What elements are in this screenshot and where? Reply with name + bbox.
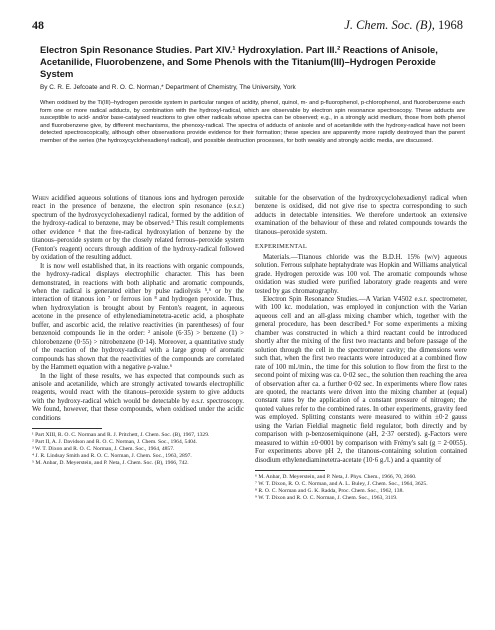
- footnote-5: ⁵ M. Anbar, D. Meyerstein, and P. Neta, J. Chem. Soc. (B), 1966, 742.: [32, 459, 189, 466]
- footnote-6: ⁶ M. Anbar, D. Meyerstein, and P. Neta, J. Phys. Chem., 1966, 70, 2660.: [255, 474, 417, 481]
- footnote-9: ⁹ W. T. Dixon and R. O. C. Norman, J. Chem. Soc., 1963, 3119.: [255, 494, 398, 501]
- footnote-2: ² Part II, A. J. Davidson and R. O. C. Norman, J. Chem. Soc., 1964, 5404.: [32, 439, 198, 446]
- footnote-7: ⁷ W. T. Dixon, R. O. C. Norman, and A. L. Buley, J. Chem. Soc., 1964, 3625.: [255, 480, 428, 487]
- right-column: [255, 195, 467, 502]
- left-column: [32, 195, 244, 467]
- experimental-esr-paragraph: Electron Spin Resonance Studies.—A Varian V4502 e.s.r. spectrometer, with 100 kc. modulation, was employed in conjunction with the Varian aqueous cell and an all-glass mixing chamber which, together with the general procedure, has been described.⁹ For some experiments a mixing chamber was constructed in which a third reactant could be introduced shortly after the mixing of the first two reactants and before passage of the solution through the cell in the spectrometer cavity; the dimensions were such that, when the first two reactants were introduced at a combined flow rate of 100 ml./min., the time for this solution to flow from the first to the second point of mixing was ca. 0·02 sec., the solution then reaching the area of observation after ca. a further 0·02 sec. In experiments where flow rates are quoted, the reactants were driven into the mixing chamber at (equal) constant rates by the application of a constant pressure of nitrogen; the quoted values refer to the combined rates. In other experiments, gravity feed was employed. Splitting constants were measured to within ±0·2 gauss using the Varian Fieldial magnetic field regulator, both directly and by comparison with p-benzosemiquinone (aH, 2·37 oersted). g-Factors were measured to within ±0·0001 by comparison with Frémy's salt (g = 2·0055). For experiments above pH 2, the titanous-containing solution contained disodium ethylenediaminetetra-acetate (10·6 g./l.) and a quantity of: [255, 295, 467, 464]
- article-authors: By C. R. E. Jefcoate and R. O. C. Norman,* Department of Chemistry, The University, York: [40, 84, 296, 91]
- body-paragraph-3: In the light of these results, we has expected that compounds such as anisole and acetanilide, which are strongly activated towards electrophilic reagents, would react with the titanous–peroxide system to give adducts with the hydroxy-radical which would be detectable by e.s.r. spectroscopy. We found, however, that these compounds, when oxidised under the acidic conditions: [32, 372, 244, 422]
- article-title: Electron Spin Resonance Studies. Part XIV.¹ Hydroxylation. Part III.² Reactions of Anisole, Acetanilide, Fluorobenzene, and Some Phenols with the Titanium(III)–Hydrogen Peroxide System: [40, 44, 438, 79]
- article-abstract: When oxidised by the Ti(III)–hydrogen peroxide system in particular ranges of acidity, phenol, quinol, m- and p-fluorophenol, p-chlorophenol, and fluorobenzene each form one or more radical adducts, by combination with the hydroxyl-radical, which are observable by electron spin resonance spectroscopy. These adducts are susceptible to acid- and/or base-catalysed reactions to give other radicals whose spectra can be observed; e.g., in a strongly acid medium, those from both phenol and fluorobenzene give, by different mechanisms, the phenoxy-radical. The spectra of adducts of anisole and of acetanilide with the hydroxy-radical have not been detected spectroscopically, although other observations provide evidence for their formation; these species are apparently more rapidly destroyed than the parent member of the series (the hydroxycyclohexadienyl radical), and possible destruction processes, for both weakly and strongly acidic media, are discussed.: [40, 100, 465, 144]
- journal-year: 1968: [438, 18, 463, 32]
- right-footnotes: [255, 474, 467, 502]
- opening-word: When: [32, 195, 49, 202]
- footnote-divider: [255, 470, 325, 471]
- left-footnotes: [32, 432, 244, 467]
- body-paragraph-4: suitable for the observation of the hydroxycyclohexadienyl radical when benzene is oxidised, did not give rise to spectra corresponding to such adducts in detectable intensities. We therefore undertook an extensive examination of the behaviour of these and related compounds towards the titanous–peroxide system.: [255, 195, 467, 236]
- journal-name: J. Chem. Soc. (B),: [344, 18, 435, 32]
- footnote-4: ⁴ J. R. Lindsay Smith and R. O. C. Norman, J. Chem. Soc., 1963, 2897.: [32, 452, 192, 459]
- page-number: 48: [32, 18, 44, 32]
- page-header: [32, 18, 463, 32]
- experimental-materials-paragraph: Materials.—Titanous chloride was the B.D.H. 15% (w/v) aqueous solution. Ferrous sulphate heptahydrate was Hopkin and Williams analytical grade. Hydrogen peroxide was 100 vol. The aromatic compounds whose oxidation was studied were purified laboratory grade reagents and were tested by gas chromatography.: [255, 253, 467, 295]
- body-paragraph-1: [32, 195, 244, 263]
- footnote-3: ³ W. T. Dixon and R. O. C. Norman, J. Chem. Soc., 1964, 4857.: [32, 446, 175, 453]
- footnote-divider: [32, 428, 102, 429]
- body-paragraph-2: It is now well established that, in its reactions with organic compounds, the hydroxy-radical displays electrophilic character. This has been demonstrated, in reactions with both aliphatic and aromatic compounds, when the radical is generated either by pulse radiolysis ⁵,⁶ or by the interaction of titanous ion ⁷ or ferrous ion ⁸ and hydrogen peroxide. Thus, when hydroxylation is brought about by Fenton's reagent, in aqueous acetone in the presence of ethylenediaminetetra-acetic acid, a phosphate buffer, and ascorbic acid, the relative reactivities (in parentheses) of four benzenoid compounds lie in the order: ² anisole (6·35) > benzene (1) > chlorobenzene (0·55) > nitrobenzene (0·14). Moreover, a quantitative study of the reaction of the hydroxy-radical with a large group of aromatic compounds has shown that the reactivities of the compounds are correlated by the Hammett equation with a negative ρ-value.⁶: [32, 262, 244, 372]
- journal-reference: [344, 18, 463, 33]
- footnote-8: ⁸ R. O. C. Norman and G. K. Radda, Proc. Chem. Soc., 1962, 138.: [255, 487, 404, 494]
- footnote-1: ¹ Part XIII, R. O. C. Norman and R. J. Pritchett, J. Chem. Soc. (B), 1967, 1329.: [32, 432, 210, 439]
- section-heading-experimental: EXPERIMENTAL: [255, 243, 308, 251]
- body-paragraph-1-text: acidified aqueous solutions of titanous ions and hydrogen peroxide react in the presence of benzene, the electron spin resonance (e.s.r.) spectrum of the hydroxycyclohexadienyl radical, formed by the addition of the hydroxy-radical to benzene, may be observed.³ This result complements other evidence ⁴ that the free-radical hydroxylation of benzene by the titanous–peroxide system or by the closely related ferrous–peroxide system (Fenton's reagent) occurs through addition of the hydroxy-radical followed by oxidation of the resulting adduct.: [32, 195, 244, 262]
